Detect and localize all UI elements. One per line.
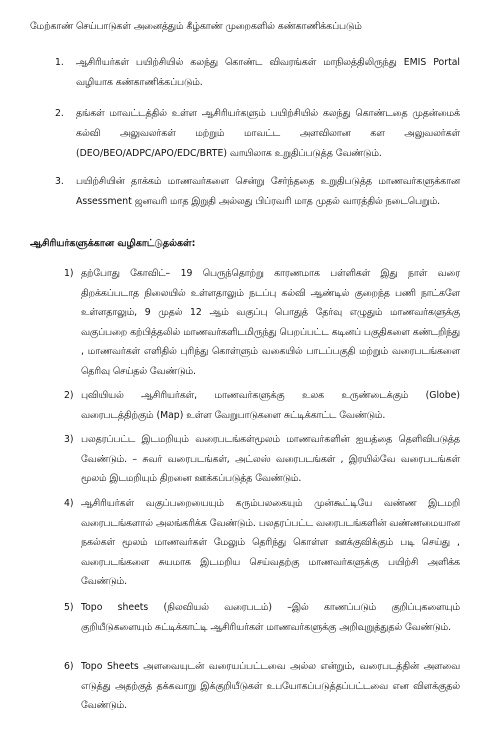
- item-number: 1.: [55, 57, 64, 68]
- item-text: ஆசிரியர்கள் வகுப்பறையையும் கரும்பலகையும் முன்கூட்டியே வண்ண இடமறி வரைபடங்களால் அலங்கரிக்க வேண்டும். பலதரப்பட்ட வரைபடங்களின் வண்ணமையான நகல்கள் மூலம் மாணவர்கள் மேலும் தெரிந்து கொள்ள ஊக்குவிக்கும் படி செய்து , வரைபடங்களை சுயமாக இடமறிய செய்வதற்கு மாணவர்களுக்கு பயிற்சி அளிக்க வேண்டும்.: [81, 498, 460, 588]
- item-text: தங்கள் மாவட்டத்தில் உள்ள ஆசிரியர்களும் பயிற்சியில் கலந்து கொண்டதை முதன்மைக் கல்வி அலுவலர்கள் மற்றும் மாவட்ட அளவிலான கள அலுவலர்கள் (DEO/BEO/ADPC/APO/EDC/BRTE) வாயிலாக உறுதிப்படுத்த வேண்டும்.: [76, 108, 460, 159]
- item-number: 3): [64, 434, 74, 445]
- item-text: புவியியல் ஆசிரியர்கள், மாணவர்களுக்கு உலக உருண்டைக்கும் (Globe) வரைபடத்திற்கும் (Map) உள்ள வேறுபாடுகளை சுட்டிக்காட்ட வேண்டும்.: [81, 390, 460, 421]
- monitoring-item-3: [55, 172, 460, 212]
- item-text: தற்போது கோவிட்– 19 பெருந்தொற்று காரணமாக பள்ளிகள் இது நாள் வரை திறக்கப்படாத நிலையில் உள்ளதாலும் நடப்பு கல்வி ஆண்டில் குறைந்த பணி நாட்களே உள்ளதாலும், 9 முதல் 12 ஆம் வகுப்பு பொதுத் தேர்வு எழுதும் மாணவர்களுக்கு வகுப்பறை கற்பித்தலில் மாணவர்களிடமிருந்து பெறப்பட்ட கடினப் பகுதிகளை கண்டறிந்து , மாணவர்கள் எளிதில் புரிந்து கொள்ளும் வகையில் பாடப்பகுதி மற்றும் வரைபடங்களை தெரிவு செய்தல் வேண்டும்.: [81, 268, 460, 377]
- guidelines-heading: ஆசிரியர்களுக்கான வழிகாட்டுதல்கள்:: [30, 238, 196, 249]
- guideline-item-5: [64, 598, 460, 637]
- monitoring-item-2: [55, 104, 460, 164]
- guideline-item-6: [64, 657, 460, 716]
- item-number: 5): [64, 602, 74, 613]
- guideline-item-3: [64, 430, 460, 489]
- item-text: Topo Sheets அளவையுடன் வரையப்பட்டவை அல்ல என்றும், வரைபடத்தின் அளவை எடுத்து அதற்குத் தக்கவாறு இக்குறியீடுகள் உபயோகப்படுத்தப்பட்டவை என விளக்குதல் வேண்டும்.: [81, 661, 460, 712]
- guideline-item-2: [64, 386, 460, 425]
- item-text: பலதரப்பட்ட இடமறியும் வரைபடங்கள்மூலம் மாணவர்களின் ஐயத்தை தெளிவிபடுத்த வேண்டும். – சுவர் வரைபடங்கள், அட்லஸ் வரைபடங்கள் , இரயில்வே வரைபடங்கள் மூலம் இடமறியும் திறனை ஊக்கப்படுத்த வேண்டும்.: [81, 434, 460, 485]
- item-number: 4): [64, 498, 74, 509]
- item-number: 1): [64, 268, 74, 279]
- intro-line: மேற்காண் செய்பாடுகள் அனைத்தும் கீழ்காண் முறைகளில் கண்காணிக்கப்படும்: [30, 21, 362, 32]
- item-text: பயிற்சியின் தாக்கம் மாணவர்களை சென்று சேர்ந்ததை உறுதிபடுத்த மாணவர்களுக்கான Assessment ஜனவரி மாத இறுதி அல்லது பிப்ரவரி மாத முதல் வாரத்தில் நடைபெறும்.: [76, 176, 460, 207]
- item-number: 2.: [55, 108, 64, 119]
- item-number: 3.: [55, 176, 64, 187]
- guideline-item-1: [64, 264, 460, 382]
- guideline-item-4: [64, 494, 460, 592]
- item-text: Topo sheets (நிலவியல் வரைபடம்) –இல் காணப்படும் குறிப்புகளையும் குறியீடுகளையும் சுட்டிக்காட்டி ஆசிரியர்கள் மாணவர்களுக்கு அறிவுறுத்துதல் வேண்டும்.: [81, 602, 460, 633]
- item-number: 2): [64, 390, 74, 401]
- item-text: ஆசிரியர்கள் பயிற்சியில் கலந்து கொண்ட விவரங்கள் மாநிலத்திலிருந்து EMIS Portal வழியாக கண்காணிக்கப்படும்.: [76, 57, 460, 88]
- item-number: 6): [64, 661, 74, 672]
- monitoring-item-1: [55, 53, 460, 93]
